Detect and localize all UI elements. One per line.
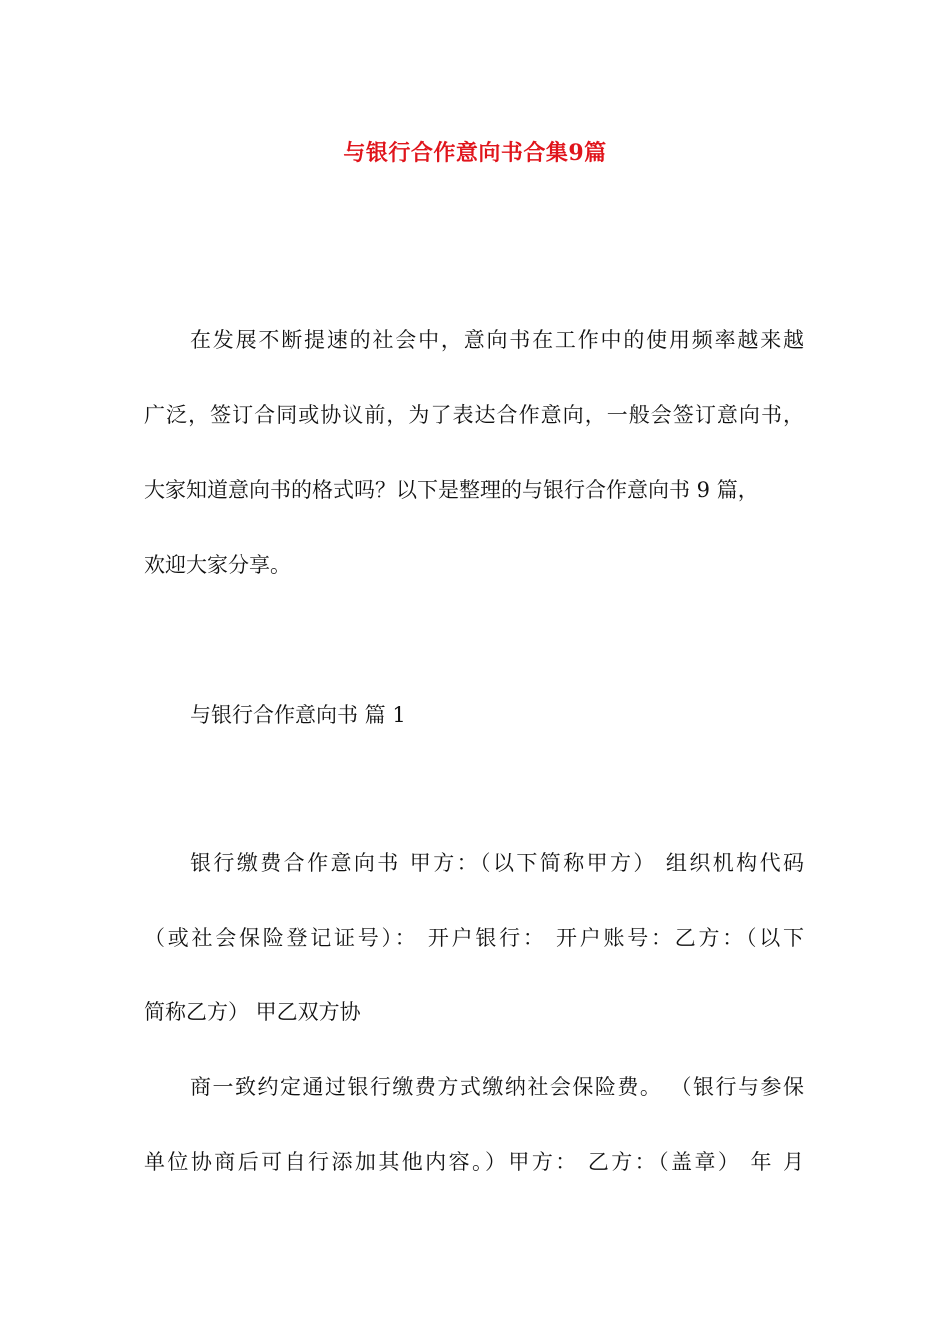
body-line-4: 商一致约定通过银行缴费方式缴纳社会保险费。 （银行与参保 — [190, 1075, 804, 1099]
body-line-2: （或社会保险登记证号）： 开户银行： 开户账号：乙方：（以下 — [144, 926, 804, 950]
document-title: 与银行合作意向书合集9篇 — [343, 140, 607, 166]
section-heading: 与银行合作意向书 篇 1 — [190, 703, 406, 727]
intro-line-1: 在发展不断提速的社会中，意向书在工作中的使用频率越来越 — [190, 328, 804, 352]
intro-line-4: 欢迎大家分享。 — [144, 553, 291, 577]
body-line-1: 银行缴费合作意向书 甲方：（以下简称甲方） 组织机构代码 — [190, 851, 804, 875]
body-line-3: 简称乙方） 甲乙双方协 — [144, 1000, 361, 1024]
intro-line-2: 广泛，签订合同或协议前，为了表达合作意向，一般会签订意向书， — [144, 403, 804, 427]
intro-line-3: 大家知道意向书的格式吗？以下是整理的与银行合作意向书 9 篇， — [144, 478, 759, 502]
body-line-5: 单位协商后可自行添加其他内容。）甲方： 乙方：（盖章） 年 月 — [144, 1150, 804, 1174]
